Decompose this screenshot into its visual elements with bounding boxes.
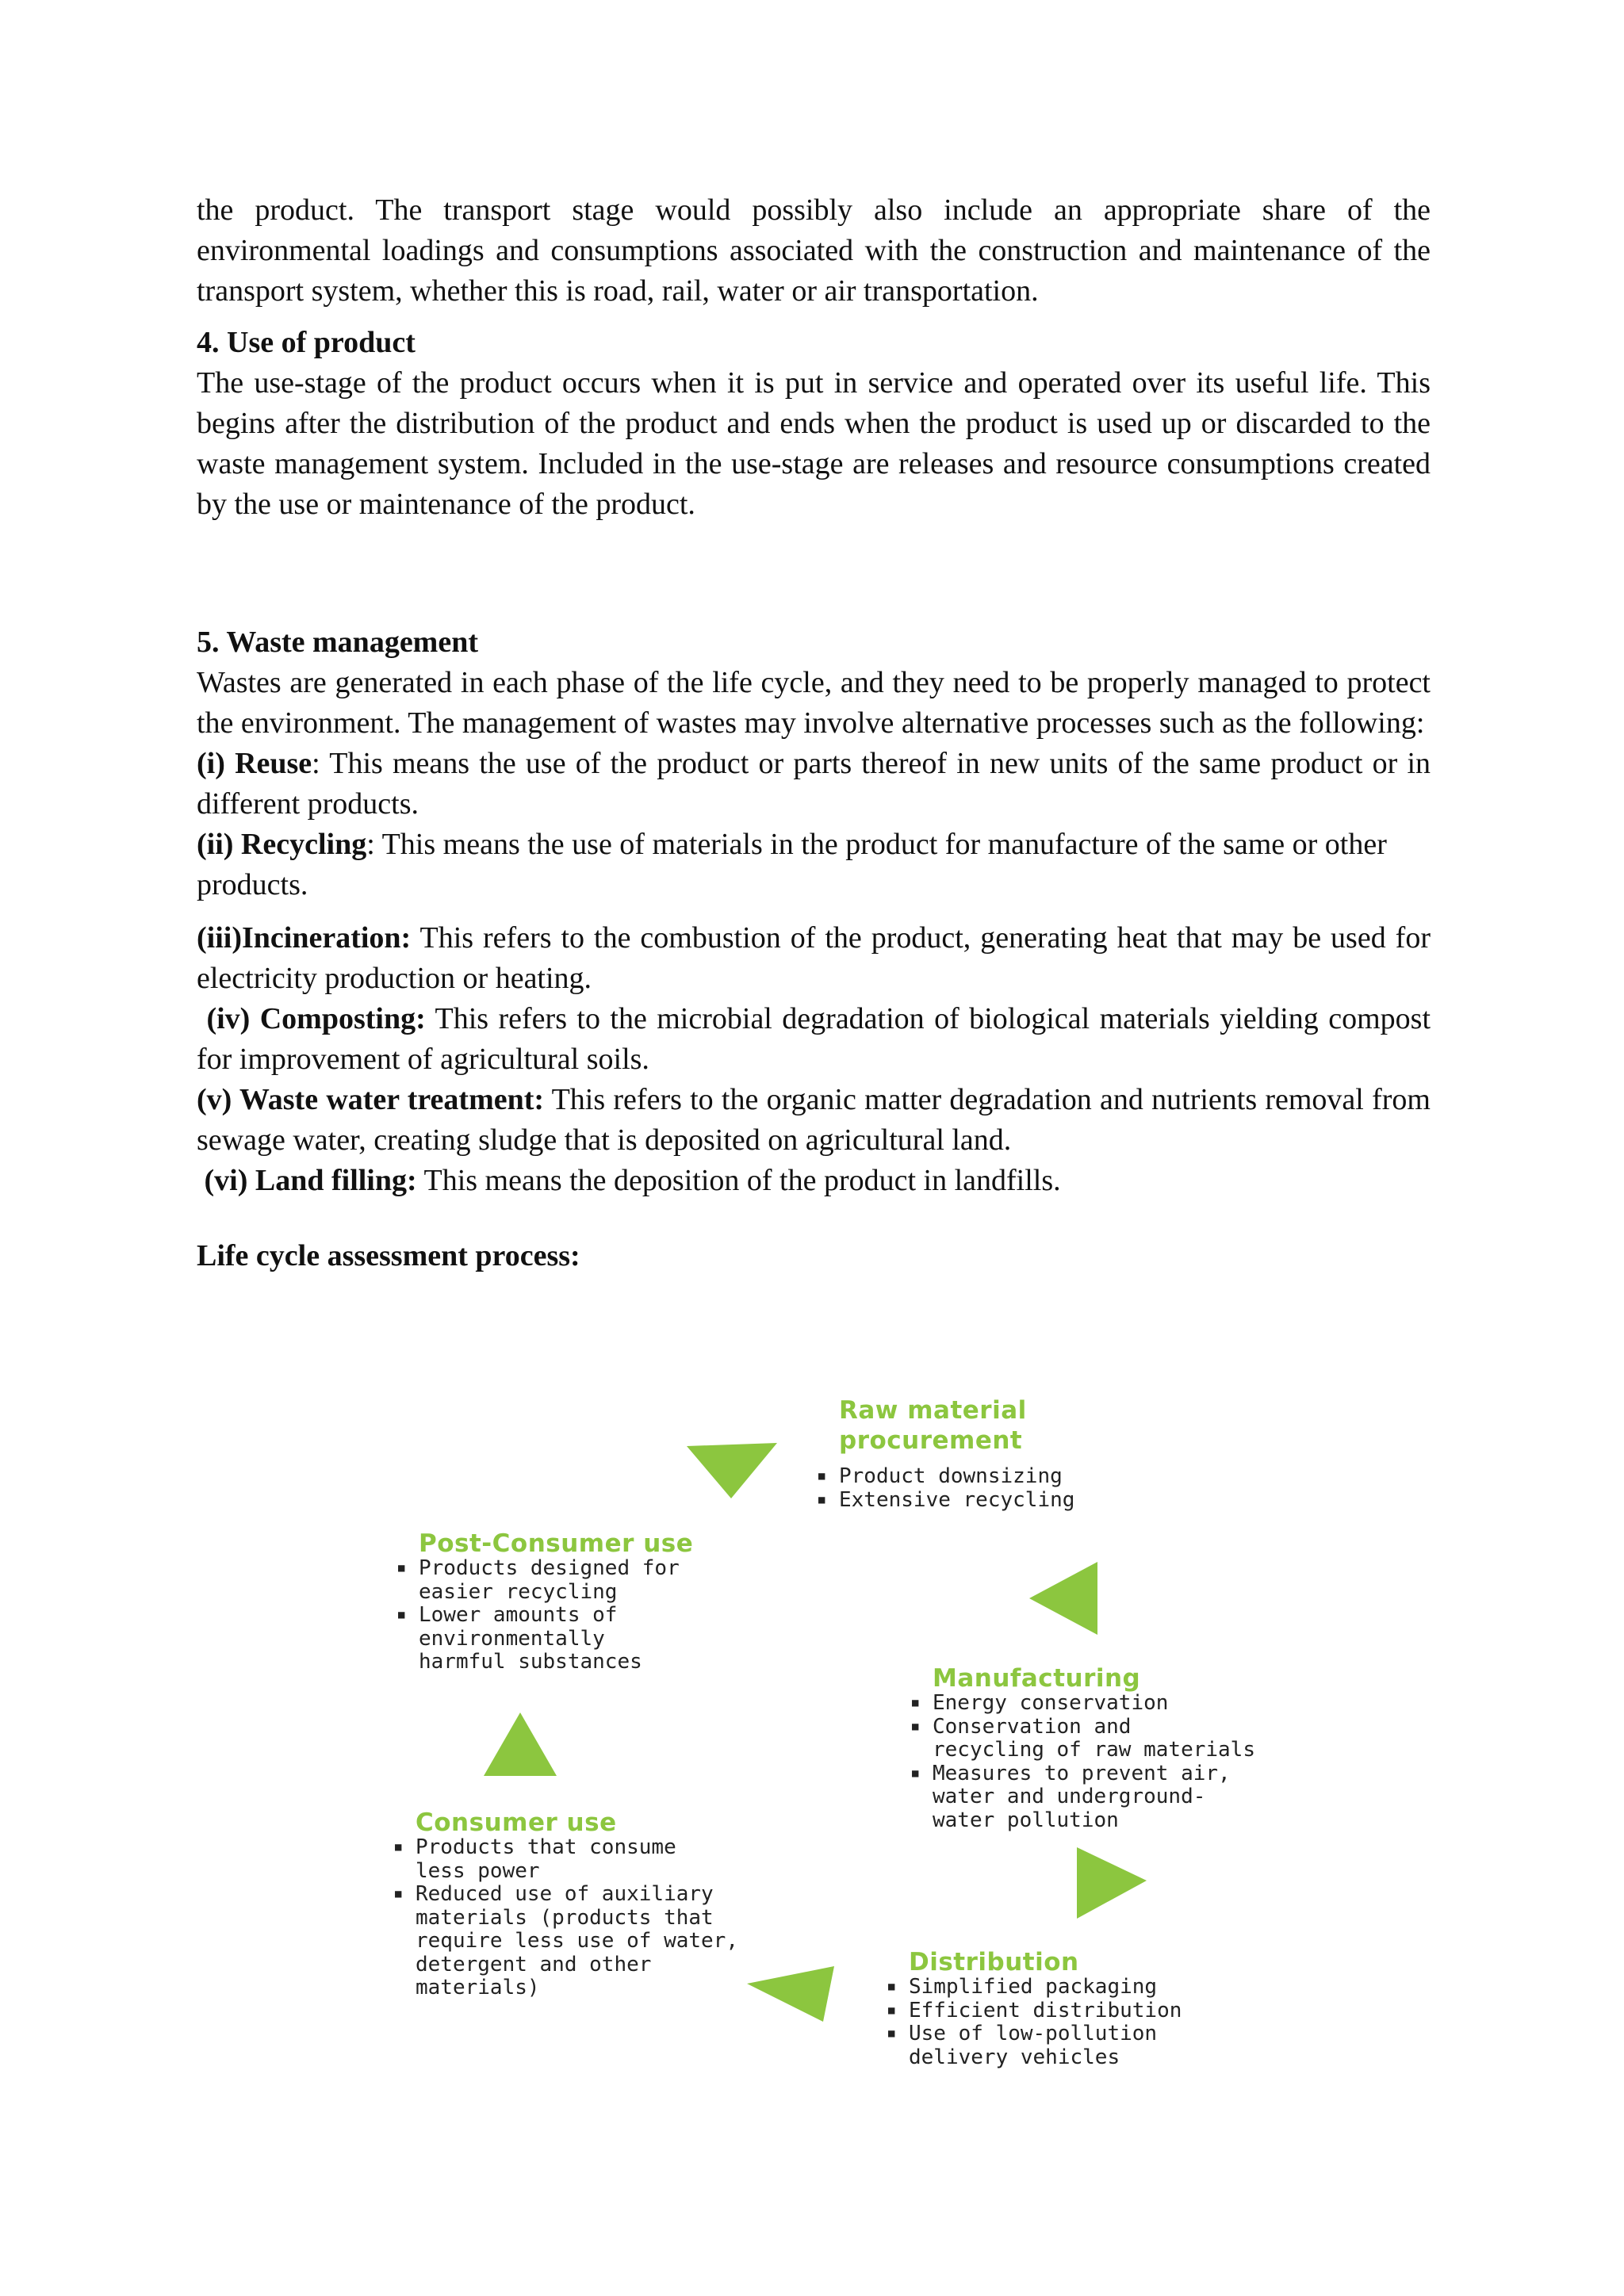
stage-manufacturing-title: Manufacturing	[933, 1664, 1141, 1693]
stage-manufacturing-list	[912, 1692, 1255, 1832]
stage-raw-material-list	[818, 1465, 1074, 1512]
section-5-heading: 5. Waste management	[197, 626, 478, 659]
list-item: ■ Products that consume less power	[395, 1836, 738, 1883]
intro-paragraph: the product. The transport stage would possibly also include an appropriate share of the environmental loadings and consumptions associated with the construction and maintenance of the transport system, whether this is road, rail, water or air transportation.	[197, 193, 1431, 308]
waste-item-recycling: (ii) Recycling: This means the use of materials in the product for manufacture of the same or other products.	[197, 828, 1387, 901]
list-item: ■ Energy conservation	[912, 1692, 1255, 1716]
list-item: ■ Measures to prevent air, water and underground- water pollution	[912, 1762, 1255, 1833]
waste-item-reuse: (i) Reuse: This means the use of the product or parts thereof in new units of the same product or in different products.	[197, 747, 1431, 821]
section-4-heading: 4. Use of product	[197, 326, 416, 359]
waste-item-waste-water: (v) Waste water treatment: This refers to the organic matter degradation and nutrients removal from sewage water, creating sludge that is deposited on agricultural land.	[197, 1083, 1431, 1157]
list-item: ■ Conservation and recycling of raw materials	[912, 1716, 1255, 1762]
waste-item-land-filling: (vi) Land filling: This means the deposition of the product in landfills.	[204, 1164, 1061, 1197]
list-item: ■ Extensive recycling	[818, 1489, 1074, 1513]
stage-post-consumer-title: Post-Consumer use	[419, 1529, 694, 1558]
list-item: ■ Simplified packaging	[888, 1976, 1182, 1999]
section-5-body: Wastes are generated in each phase of the life cycle, and they need to be properly managed to protect the environment. The management of wastes may involve alternative processes such as the following:	[197, 666, 1431, 740]
stage-raw-material-title: Raw material procurement	[839, 1396, 1027, 1455]
document-body	[197, 190, 1431, 1276]
list-item: ■ Lower amounts of environmentally harmful substances	[398, 1604, 680, 1674]
list-item: ■ Reduced use of auxiliary materials (products that require less use of water, detergent and other materials)	[395, 1883, 738, 2000]
stage-consumer-use-list	[395, 1836, 738, 2000]
list-item: ■ Product downsizing	[818, 1465, 1074, 1489]
waste-item-composting: (iv) Composting: This refers to the microbial degradation of biological materials yielding compost for improvement of agricultural soils.	[197, 1002, 1431, 1076]
list-item: ■ Efficient distribution	[888, 1999, 1182, 2023]
arrow-up-icon	[484, 1712, 563, 1784]
arrow-down-right-icon	[687, 1443, 782, 1506]
lca-cycle-diagram	[373, 1380, 1293, 2093]
stage-post-consumer-list	[398, 1557, 680, 1674]
arrow-left-icon	[747, 1960, 842, 2023]
stage-distribution-title: Distribution	[909, 1948, 1079, 1976]
lca-heading: Life cycle assessment process:	[197, 1239, 580, 1272]
section-4-body: The use-stage of the product occurs when it is put in service and operated over its useful life. This begins after the distribution of the product and ends when the product is used up or discarded to the waste management system. Included in the use-stage are releases and resource consumptions created by the use or maintenance of the product.	[197, 366, 1431, 521]
list-item: ■ Use of low-pollution delivery vehicles	[888, 2022, 1182, 2069]
arrow-left-icon	[1029, 1562, 1109, 1641]
list-item: ■ Products designed for easier recycling	[398, 1557, 680, 1604]
stage-distribution-list	[888, 1976, 1182, 2069]
waste-item-incineration: (iii)Incineration: This refers to the combustion of the product, generating heat that may be used for electricity production or heating.	[197, 921, 1431, 995]
arrow-down-right-icon	[1069, 1847, 1148, 1927]
stage-consumer-use-title: Consumer use	[416, 1808, 617, 1837]
